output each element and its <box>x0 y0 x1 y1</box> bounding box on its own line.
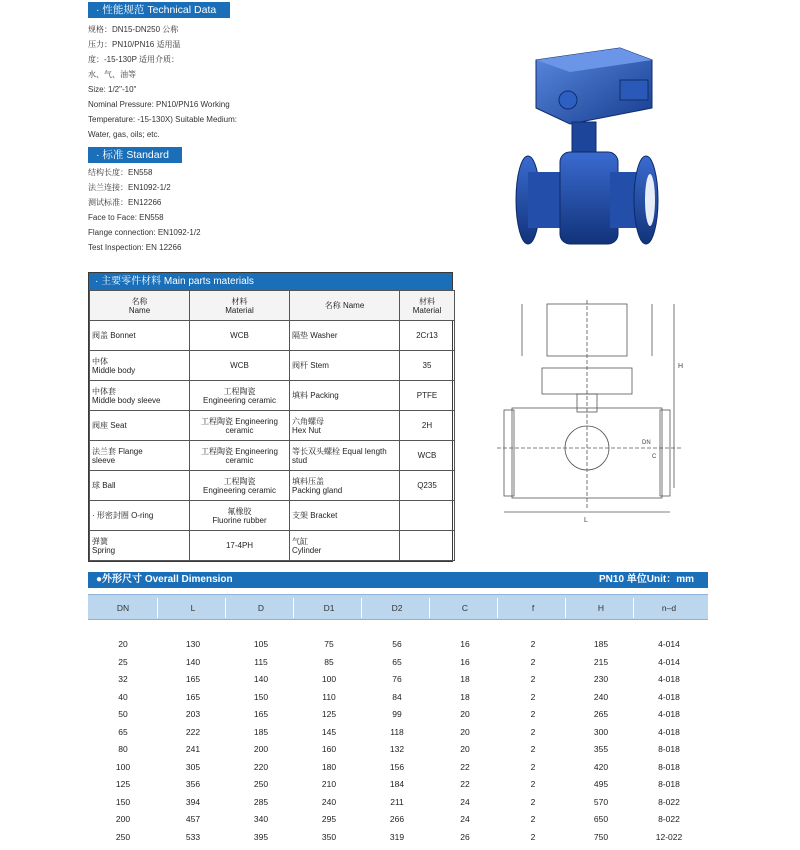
parts-table-title: · 主要零件材料 Main parts materials <box>89 273 452 290</box>
dimension-cell: 180 <box>321 761 337 772</box>
dimension-cell: 20 <box>460 726 470 737</box>
dimension-column-header: D1 <box>323 603 335 613</box>
tech-line: Temperature: -15-130X) Suitable Medium: <box>88 115 237 124</box>
dimension-cell: 125 <box>321 709 337 719</box>
dimension-cell: 222 <box>185 726 201 737</box>
dimension-cell: 25 <box>118 656 128 667</box>
parts-cell: 填料压盖 Packing gland <box>290 471 400 501</box>
dimension-cell: 210 <box>321 779 337 789</box>
standard-line: Test Inspection: EN 12266 <box>88 243 182 252</box>
dimension-cell: 395 <box>253 831 269 842</box>
dimension-cell: 20 <box>460 744 470 754</box>
dimension-cell: 184 <box>389 779 405 789</box>
dimension-table-body <box>88 636 708 846</box>
parts-cell: WCB <box>190 351 290 381</box>
dimension-cell: 56 <box>392 639 402 649</box>
parts-cell <box>400 501 455 531</box>
dimension-cell: 132 <box>389 744 405 754</box>
parts-cell: 氟橡胶 Fluorine rubber <box>190 501 290 531</box>
dimension-cell: 16 <box>460 656 470 667</box>
dimension-cell: 2 <box>530 831 536 842</box>
dimension-cell: 2 <box>530 656 536 667</box>
dimension-cell: 100 <box>115 761 131 772</box>
dimension-cell: 76 <box>392 674 402 684</box>
dimension-cell: 80 <box>118 744 128 754</box>
dimension-cell: 2 <box>530 779 536 789</box>
parts-header-row <box>90 291 455 321</box>
tech-line: 度：-15-130P 适用介质： <box>88 55 179 64</box>
parts-cell: 等长双头螺栓 Equal length stud <box>290 441 400 471</box>
dimension-cell: 295 <box>321 814 337 824</box>
parts-row <box>90 501 455 531</box>
parts-row <box>90 471 455 501</box>
dimension-cell: 84 <box>392 691 402 702</box>
dimension-cell: 50 <box>118 709 128 719</box>
dimension-cell: 18 <box>460 691 470 702</box>
drawing-label-l: L <box>584 517 588 524</box>
dimension-cell: 240 <box>321 796 337 807</box>
parts-row <box>90 531 455 561</box>
dimension-cell: 4-018 <box>658 674 680 684</box>
dimension-cell: 165 <box>185 674 201 684</box>
dimension-cell: 200 <box>253 744 269 754</box>
standard-line: Face to Face: EN558 <box>88 213 164 222</box>
parts-header-cell: 材料 Material <box>400 291 455 321</box>
dimension-cell: 215 <box>593 656 609 667</box>
dimension-cell: 220 <box>253 761 269 772</box>
dimension-cell: 241 <box>185 744 201 754</box>
dimension-cell: 570 <box>593 796 609 807</box>
dimension-cell: 2 <box>530 726 536 737</box>
dimension-cell: 240 <box>593 691 609 702</box>
parts-cell: 工程陶瓷 Engineering ceramic <box>190 441 290 471</box>
dimension-cell: 2 <box>530 709 536 719</box>
dimension-cell: 495 <box>593 779 609 789</box>
parts-cell: 阀盖 Bonnet <box>90 321 190 351</box>
dimension-cell: 12-022 <box>655 831 683 842</box>
dimension-cell: 355 <box>593 744 609 754</box>
dimension-cell: 650 <box>593 814 609 824</box>
dimension-cell: 2 <box>530 814 536 824</box>
dimension-cell: 457 <box>185 814 201 824</box>
parts-cell <box>400 531 455 561</box>
dimension-cell: 250 <box>253 779 269 789</box>
dimension-row <box>88 636 708 654</box>
dimension-cell: 8-018 <box>658 744 680 754</box>
dimension-cell: 18 <box>460 674 470 684</box>
dimension-cell: 20 <box>118 639 128 649</box>
parts-row <box>90 351 455 381</box>
dimension-cell: 250 <box>115 831 131 842</box>
column-separator <box>633 598 634 618</box>
dimension-column-header: f <box>531 603 535 613</box>
tech-line: Nominal Pressure: PN10/PN16 Working <box>88 100 230 109</box>
dimension-cell: 8-018 <box>658 779 680 789</box>
standard-line: 结构长度：EN558 <box>88 168 153 177</box>
parts-cell: PTFE <box>400 381 455 411</box>
parts-cell: WCB <box>400 441 455 471</box>
dimension-cell: 150 <box>253 691 269 702</box>
dimension-row <box>88 776 708 794</box>
dimension-cell: 110 <box>322 691 336 702</box>
dimension-column-header: H <box>597 603 605 613</box>
dimension-cell: 20 <box>460 709 470 719</box>
dimension-cell: 750 <box>593 831 609 842</box>
dimension-cell: 140 <box>185 656 201 667</box>
dimension-cell: 2 <box>530 744 536 754</box>
dimension-cell: 2 <box>530 639 536 649</box>
dimension-cell: 140 <box>253 674 269 684</box>
dimension-cell: 533 <box>185 831 201 842</box>
dimension-cell: 230 <box>593 674 609 684</box>
dimension-cell: 145 <box>321 726 337 737</box>
parts-row <box>90 321 455 351</box>
dimension-row <box>88 741 708 759</box>
dimension-row <box>88 671 708 689</box>
dimension-row <box>88 654 708 672</box>
column-separator <box>157 598 158 618</box>
parts-cell: 17-4PH <box>190 531 290 561</box>
dimension-row <box>88 811 708 829</box>
dimension-cell: 24 <box>460 796 470 807</box>
dimension-cell: 319 <box>389 831 405 842</box>
tech-line: Water, gas, oils; etc. <box>88 130 160 139</box>
dimension-cell: 4-018 <box>658 726 680 737</box>
dimension-cell: 8-022 <box>658 814 680 824</box>
dimension-cell: 8-022 <box>658 796 680 807</box>
dimension-cell: 4-014 <box>658 656 680 667</box>
dimension-cell: 420 <box>593 761 609 772</box>
dimension-cell: 4-014 <box>658 639 680 649</box>
dimension-cell: 99 <box>392 709 402 719</box>
dimension-table-header <box>88 594 708 620</box>
dimension-cell: 8-018 <box>658 761 680 772</box>
parts-cell: 支架 Bracket <box>290 501 400 531</box>
dimension-unit: PN10 单位Unit：mm <box>598 574 694 585</box>
parts-cell: 隔垫 Washer <box>290 321 400 351</box>
standard-line: 法兰连接：EN1092-1/2 <box>88 183 171 192</box>
dimension-cell: 32 <box>118 674 128 684</box>
dimension-cell: 2 <box>530 674 536 684</box>
tech-line: 压力：PN10/PN16 适用温 <box>88 40 181 49</box>
dimension-cell: 356 <box>185 779 201 789</box>
dimension-cell: 300 <box>593 726 609 737</box>
dimension-header <box>88 572 708 588</box>
column-separator <box>225 598 226 618</box>
parts-cell: Q235 <box>400 471 455 501</box>
column-separator <box>293 598 294 618</box>
dimension-cell: 40 <box>118 691 128 702</box>
parts-header-cell: 名称 Name <box>290 291 400 321</box>
parts-cell: 气缸 Cylinder <box>290 531 400 561</box>
dimension-cell: 100 <box>321 674 337 684</box>
dimension-cell: 305 <box>185 761 201 772</box>
tech-line: 规格：DN15-DN250 公称 <box>88 25 179 34</box>
parts-cell: 阀座 Seat <box>90 411 190 441</box>
dimension-cell: 394 <box>185 796 201 807</box>
tech-line: Size: 1/2"-10" <box>88 85 137 94</box>
parts-cell: · 形密封圈 O-ring <box>90 501 190 531</box>
drawing-label-c: C <box>652 454 657 460</box>
dimension-cell: 105 <box>253 639 269 649</box>
dimension-cell: 165 <box>185 691 201 702</box>
dimension-row <box>88 689 708 707</box>
dimension-cell: 211 <box>390 796 404 807</box>
dimension-cell: 285 <box>253 796 269 807</box>
column-separator <box>497 598 498 618</box>
dimension-cell: 130 <box>185 639 201 649</box>
parts-cell: 工程陶瓷 Engineering ceramic <box>190 471 290 501</box>
dimension-cell: 24 <box>460 814 470 824</box>
dimension-column-header: D <box>257 603 265 613</box>
dimension-cell: 118 <box>390 726 404 737</box>
dimension-cell: 4-018 <box>658 709 680 719</box>
parts-cell: 法兰套 Flange sleeve <box>90 441 190 471</box>
dimension-cell: 200 <box>115 814 131 824</box>
dimension-cell: 165 <box>253 709 269 719</box>
dimension-row <box>88 794 708 812</box>
dimension-cell: 350 <box>321 831 337 842</box>
column-separator <box>565 598 566 618</box>
dimension-row <box>88 724 708 742</box>
dimension-column-header: L <box>190 603 196 613</box>
standard-text <box>88 165 201 255</box>
dimension-cell: 22 <box>460 761 470 772</box>
parts-table <box>88 272 453 562</box>
dimension-cell: 2 <box>530 761 536 772</box>
parts-cell: 工程陶瓷 Engineering ceramic <box>190 381 290 411</box>
drawing-label-h: H <box>678 363 684 370</box>
parts-cell: 35 <box>400 351 455 381</box>
parts-cell: WCB <box>190 321 290 351</box>
dimension-row <box>88 706 708 724</box>
parts-row <box>90 441 455 471</box>
valve-photo <box>500 40 670 260</box>
parts-cell: 2H <box>400 411 455 441</box>
dimension-row <box>88 759 708 777</box>
parts-cell: 中体 Middle body <box>90 351 190 381</box>
dimension-column-header: C <box>461 603 469 613</box>
parts-cell: 2Cr13 <box>400 321 455 351</box>
dimension-cell: 2 <box>530 691 536 702</box>
parts-cell: 球 Ball <box>90 471 190 501</box>
dimension-row <box>88 829 708 847</box>
dimension-column-header: n–d <box>661 603 677 613</box>
dimension-cell: 160 <box>321 744 337 754</box>
tech-line: 水、气、油等 <box>88 70 136 79</box>
parts-cell: 六角螺母 Hex Nut <box>290 411 400 441</box>
dimension-cell: 85 <box>324 656 334 667</box>
parts-cell: 填料 Packing <box>290 381 400 411</box>
column-separator <box>361 598 362 618</box>
parts-header-cell: 名称 Name <box>90 291 190 321</box>
dimension-cell: 115 <box>254 656 268 667</box>
dimension-cell: 340 <box>253 814 269 824</box>
parts-cell: 中体套 Middle body sleeve <box>90 381 190 411</box>
dimension-title: ●外形尺寸 Overall Dimension <box>96 574 233 585</box>
dimension-cell: 150 <box>115 796 131 807</box>
parts-cell: 阀杆 Stem <box>290 351 400 381</box>
dimension-cell: 185 <box>593 639 609 649</box>
dimension-cell: 156 <box>389 761 405 772</box>
dimension-cell: 65 <box>118 726 128 737</box>
technical-data-text <box>88 22 237 142</box>
dimension-cell: 125 <box>115 779 131 789</box>
parts-cell: 工程陶瓷 Engineering ceramic <box>190 411 290 441</box>
dimension-cell: 75 <box>324 639 334 649</box>
dimension-cell: 65 <box>392 656 402 667</box>
dimension-cell: 22 <box>460 779 470 789</box>
dimension-cell: 2 <box>530 796 536 807</box>
standard-line: 测试标准：EN12266 <box>88 198 162 207</box>
column-separator <box>429 598 430 618</box>
dimension-cell: 26 <box>460 831 470 842</box>
dimension-cell: 203 <box>185 709 201 719</box>
parts-cell: 弹簧 Spring <box>90 531 190 561</box>
dimension-cell: 185 <box>253 726 269 737</box>
dimension-drawing <box>492 298 702 528</box>
parts-row <box>90 411 455 441</box>
dimension-cell: 265 <box>593 709 609 719</box>
technical-data-header: · 性能规范 Technical Data <box>88 2 230 18</box>
dimension-cell: 4-018 <box>658 691 680 702</box>
dimension-column-header: D2 <box>391 603 403 613</box>
dimension-column-header: DN <box>116 603 130 613</box>
drawing-label-dn: DN <box>642 440 651 446</box>
standard-line: Flange connection: EN1092-1/2 <box>88 228 201 237</box>
parts-header-cell: 材料 Material <box>190 291 290 321</box>
standard-header: · 标准 Standard <box>88 147 182 163</box>
parts-row <box>90 381 455 411</box>
dimension-cell: 16 <box>460 639 470 649</box>
dimension-cell: 266 <box>389 814 405 824</box>
